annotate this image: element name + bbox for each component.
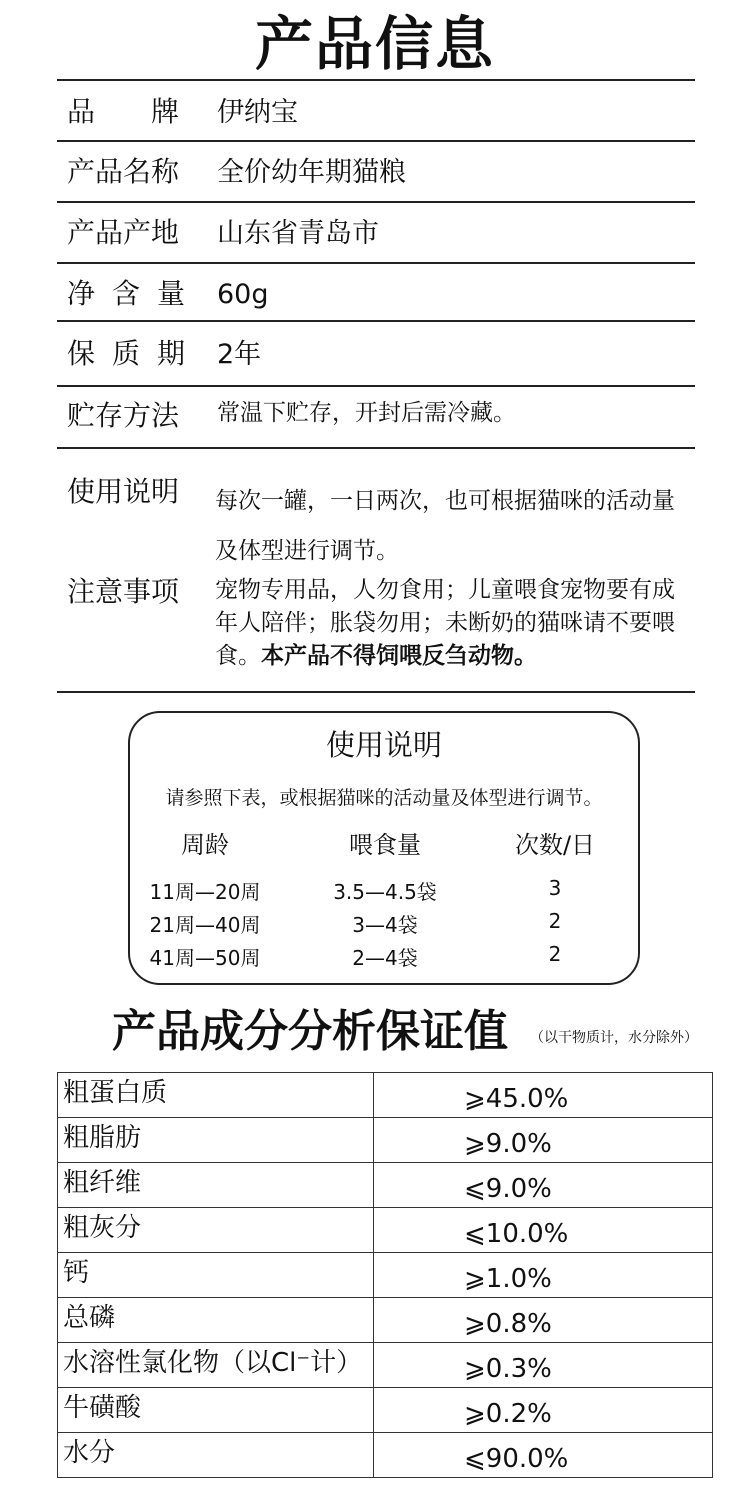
shelf-life-value: 2年 xyxy=(217,339,262,370)
composition-row xyxy=(58,1433,713,1478)
feeding-row-2-times: 2 xyxy=(548,909,562,933)
composition-value: ⩾1.0% xyxy=(374,1253,713,1298)
composition-value: ⩽90.0% xyxy=(374,1433,713,1478)
feeding-guide-title: 使用说明 xyxy=(325,728,442,762)
feeding-row-2-age: 21周—40周 xyxy=(149,913,261,937)
composition-name: 总磷 xyxy=(58,1298,374,1343)
brand-value: 伊纳宝 xyxy=(217,97,298,128)
info-row-product-name xyxy=(57,142,695,203)
composition-name: 粗蛋白质 xyxy=(58,1073,374,1118)
feeding-row-1-age: 11周—20周 xyxy=(149,880,261,904)
composition-row xyxy=(58,1343,713,1388)
product-info-title: 产品信息 xyxy=(254,10,495,78)
notes-plain-text: 宠物专用品，人勿食用；儿童喂食宠物要有成年人陪伴；胀袋勿用；未断奶的猫咪请不要喂食。 xyxy=(215,577,675,669)
feeding-row-1-amount: 3.5—4.5袋 xyxy=(333,880,437,904)
net-weight-value: 60g xyxy=(217,279,269,310)
origin-label: 产品产地 xyxy=(67,216,180,249)
composition-value: ⩾0.2% xyxy=(374,1388,713,1433)
composition-row xyxy=(58,1298,713,1343)
composition-name: 粗脂肪 xyxy=(58,1118,374,1163)
composition-name: 钙 xyxy=(58,1253,374,1298)
feeding-header-times: 次数/日 xyxy=(514,831,596,859)
feeding-guide-subtitle: 请参照下表，或根据猫咪的活动量及体型进行调节。 xyxy=(165,787,603,809)
feeding-row-3-age: 41周—50周 xyxy=(149,946,261,970)
composition-name: 粗纤维 xyxy=(58,1163,374,1208)
composition-note: （以干物质计，水分除外） xyxy=(530,1030,698,1046)
composition-title: 产品成分分析保证值 xyxy=(112,1006,508,1057)
section-divider xyxy=(57,691,695,693)
product-name-value: 全价幼年期猫粮 xyxy=(217,157,406,188)
composition-value: ⩾0.3% xyxy=(374,1343,713,1388)
info-row-brand xyxy=(57,81,695,142)
composition-row xyxy=(58,1208,713,1253)
composition-value: ⩾9.0% xyxy=(374,1118,713,1163)
product-name-label: 产品名称 xyxy=(67,155,180,188)
brand-label: 品 牌 xyxy=(67,95,180,128)
composition-row xyxy=(58,1163,713,1208)
storage-label: 贮存方法 xyxy=(67,399,180,432)
net-weight-label: 净 含 量 xyxy=(67,277,185,310)
feeding-row-1-times: 3 xyxy=(548,876,562,900)
notes-text xyxy=(215,574,693,673)
feeding-row-3-times: 2 xyxy=(548,942,562,966)
composition-row xyxy=(58,1253,713,1298)
feeding-guide-box xyxy=(128,711,640,985)
product-info-table xyxy=(57,79,695,449)
composition-row xyxy=(58,1073,713,1118)
notes-bold-text: 本产品不得饲喂反刍动物。 xyxy=(261,643,537,669)
feeding-row-2-amount: 3—4袋 xyxy=(352,913,418,937)
feeding-header-age: 周龄 xyxy=(181,831,229,859)
composition-name: 水溶性氯化物（以Cl⁻计） xyxy=(58,1343,374,1388)
info-row-net-weight xyxy=(57,264,695,322)
composition-value: ⩽9.0% xyxy=(374,1163,713,1208)
feeding-row-3-amount: 2—4袋 xyxy=(352,946,418,970)
usage-text: 每次一罐，一日两次，也可根据猫咪的活动量及体型进行调节。 xyxy=(215,488,675,564)
composition-name: 水分 xyxy=(58,1433,374,1478)
notes-label: 注意事项 xyxy=(67,575,180,608)
composition-row xyxy=(58,1388,713,1433)
composition-name: 牛磺酸 xyxy=(58,1388,374,1433)
info-row-shelf-life xyxy=(57,322,695,387)
usage-label: 使用说明 xyxy=(67,475,180,508)
composition-name: 粗灰分 xyxy=(58,1208,374,1253)
composition-value: ⩽10.0% xyxy=(374,1208,713,1253)
info-row-storage xyxy=(57,387,695,449)
info-row-origin xyxy=(57,203,695,264)
feeding-header-amount: 喂食量 xyxy=(349,831,421,859)
composition-value: ⩾0.8% xyxy=(374,1298,713,1343)
origin-value: 山东省青岛市 xyxy=(217,218,379,249)
composition-table xyxy=(57,1072,713,1478)
composition-value: ⩾45.0% xyxy=(374,1073,713,1118)
storage-value: 常温下贮存，开封后需冷藏。 xyxy=(217,400,516,426)
composition-row xyxy=(58,1118,713,1163)
shelf-life-label: 保 质 期 xyxy=(67,337,185,370)
